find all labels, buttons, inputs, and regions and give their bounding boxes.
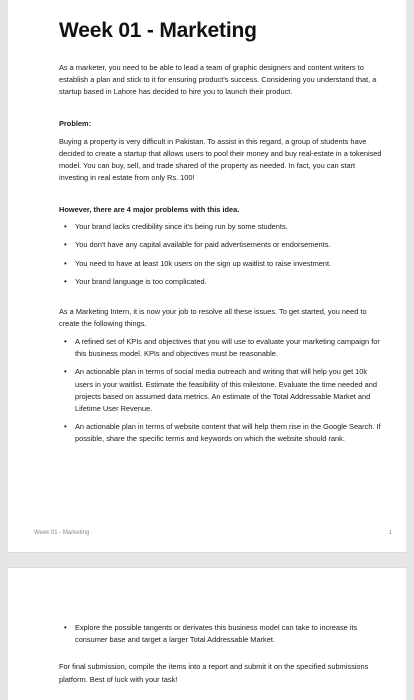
bullet-icon: • bbox=[64, 422, 67, 432]
list-item bbox=[59, 258, 382, 270]
bullet-icon: • bbox=[64, 367, 67, 377]
intro-paragraph: As a marketer, you need to be able to lead a team of graphic designers and content writers to establish a plan and stick to it for ensuring product's success. Considering you understand that, a startup based in Lahore has decided to hire you to launch their product. bbox=[59, 63, 377, 97]
problem-paragraph: Buying a property is very difficult in Pakistan. To assist in this regard, a group of students have decided to create a startup that allows users to pool their money and buy real-estate in a tokenised model. You can buy, sell, and trade shared of the property as needed. In fact, you can start investing in real estate from only Rs. 100! bbox=[59, 136, 382, 183]
list-item bbox=[59, 221, 382, 233]
document-page-2 bbox=[8, 567, 406, 700]
page-title: Week 01 - Marketing bbox=[59, 19, 257, 42]
page-1-content bbox=[59, 18, 382, 452]
list-item bbox=[59, 622, 382, 646]
problems-list bbox=[59, 221, 382, 289]
bullet-icon: • bbox=[64, 336, 67, 346]
list-item-text: Your brand lacks credibility since it's being run by some students. bbox=[75, 221, 288, 231]
page-2-content bbox=[59, 622, 382, 686]
list-item-text: You don't have any capital available for paid advertisements or endorsements. bbox=[75, 240, 331, 250]
list-item-text: An actionable plan in terms of social media outreach and writing that will help you get 10k users in your waitlist. Estimate the feasibility of this milestone. Evaluate the time needed and projects based on assumed data metrics. An estimate of the Total Addressable Market and Lifetime User Revenue. bbox=[75, 367, 377, 413]
list-item-text: An actionable plan in terms of website content that will help them rise in the Google Search. If possible, share the specific terms and keywords on which the website should rank. bbox=[75, 422, 381, 444]
list-item-text: Explore the possible tangents or derivates this business model can take to increase its consumer base and target a larger Total Addressable Market. bbox=[75, 623, 358, 645]
page-footer-title: Week 01 - Marketing bbox=[34, 530, 90, 536]
document-page-1 bbox=[8, 0, 406, 553]
problems-heading: However, there are 4 major problems with this idea. bbox=[59, 204, 240, 214]
list-item-text: You need to have at least 10k users on the sign up waitlist to raise investment. bbox=[75, 258, 332, 268]
task-intro-paragraph: As a Marketing Intern, it is now your job to resolve all these issues. To get started, you need to create the following things. bbox=[59, 306, 367, 328]
list-item bbox=[59, 421, 382, 445]
bullet-icon: • bbox=[64, 258, 67, 268]
bullet-icon: • bbox=[64, 221, 67, 231]
list-item-text: Your brand language is too complicated. bbox=[75, 277, 207, 287]
problem-label: Problem: bbox=[59, 118, 92, 128]
bullet-icon: • bbox=[64, 240, 67, 250]
bullet-icon: • bbox=[64, 277, 67, 287]
tasks-list bbox=[59, 336, 382, 446]
page-number: 1 bbox=[388, 530, 392, 536]
bullet-icon: • bbox=[64, 623, 67, 632]
tasks-list-continued bbox=[59, 622, 382, 646]
final-submission-paragraph: For final submission, compile the items into a report and submit it on the specified submissions platform. Best of luck with your task! bbox=[59, 662, 369, 684]
list-item bbox=[59, 276, 382, 288]
list-item bbox=[59, 336, 382, 360]
list-item-text: A refined set of KPIs and objectives that you will use to evaluate your marketing campaign for this business model. KPIs and objectives must be reasonable. bbox=[75, 336, 380, 359]
list-item bbox=[59, 239, 382, 251]
list-item bbox=[59, 366, 382, 415]
